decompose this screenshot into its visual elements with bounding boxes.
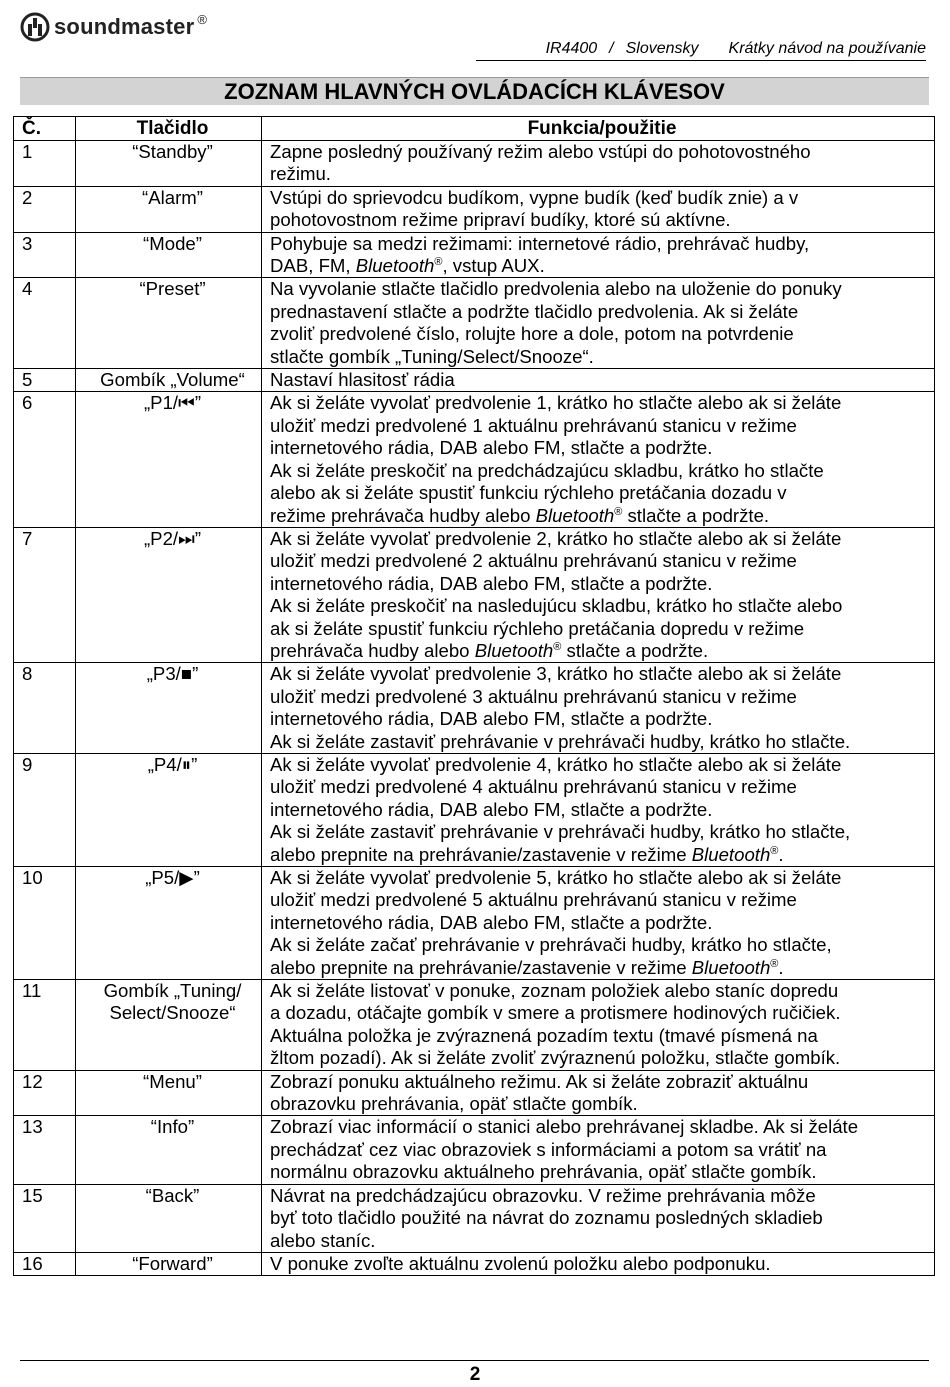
description-line [270, 573, 934, 595]
description-text: obrazovku prehrávania, opäť stlačte gombík. [270, 1093, 638, 1115]
description-text: Ak si želáte začať prehrávanie v prehrávači hudby, krátko ho stlačte, [270, 934, 832, 956]
description-line [270, 460, 934, 482]
description-text: alebo staníc. [270, 1229, 376, 1251]
table-row [14, 141, 935, 187]
description-line [270, 187, 934, 209]
row-number: 9 [14, 753, 76, 866]
description-text: DAB, FM, [270, 255, 356, 277]
description-tail: . [778, 956, 784, 978]
row-function-description [262, 1184, 935, 1252]
description-text: Ak si želáte vyvolať predvolenie 1, krátko ho stlačte alebo ak si želáte [270, 392, 842, 414]
description-text: uložiť medzi predvolené 5 aktuálnu prehrávanú stanicu v režime [270, 889, 797, 911]
row-function-description [262, 392, 935, 527]
button-name-line: “Alarm” [142, 186, 203, 208]
description-text: prehrávača hudby alebo [270, 639, 475, 661]
description-line [270, 1071, 934, 1093]
description-line [270, 1139, 934, 1161]
description-tail: . [778, 843, 784, 865]
description-line [270, 209, 934, 231]
button-name-line: “Preset” [139, 278, 206, 300]
description-text: stlačte gombík „Tuning/Select/Snooze“. [270, 345, 594, 367]
row-number: 13 [14, 1116, 76, 1184]
description-text: internetového rádia, DAB alebo FM, stlačte a podržte. [270, 911, 713, 933]
bluetooth-term: Bluetooth [691, 843, 771, 865]
row-button-name [76, 186, 262, 232]
table-row [14, 663, 935, 754]
brand-name: soundmaster [54, 14, 195, 39]
table-row [14, 369, 935, 392]
button-name-line: „P5/▶” [145, 867, 200, 888]
description-text: Zobrazí ponuku aktuálneho režimu. Ak si želáte zobraziť aktuálnu [270, 1070, 809, 1092]
description-text: Ak si želáte preskočiť na predchádzajúcu skladbu, krátko ho stlačte [270, 459, 824, 481]
button-name-line: Gombík „Tuning/ [103, 980, 242, 1002]
row-button-name [76, 753, 262, 866]
row-function-description [262, 278, 935, 369]
row-button-name [76, 141, 262, 187]
row-function-description [262, 663, 935, 754]
description-text: žltom pozadí). Ak si želáte zvoliť zvýraznenú položku, stlačte gombík. [270, 1047, 841, 1069]
description-line [270, 323, 934, 345]
registered-mark: ® [770, 957, 779, 970]
row-button-name [76, 980, 262, 1071]
description-text: Ak si želáte vyvolať predvolenie 2, krátko ho stlačte alebo ak si želáte [270, 527, 842, 549]
header-language: Slovensky [625, 40, 699, 57]
row-function-description [262, 232, 935, 278]
description-text: a dozadu, otáčajte gombík v smere a protismere hodinových ručičiek. [270, 1002, 841, 1024]
row-number: 4 [14, 278, 76, 369]
description-text: ak si želáte spustiť funkciu rýchleho pretáčania dopredu v režime [270, 617, 805, 639]
button-name-line: “Back” [145, 1184, 200, 1206]
description-line [270, 505, 934, 527]
description-text: režimu. [270, 163, 331, 185]
description-line [270, 889, 934, 911]
row-number: 10 [14, 867, 76, 980]
column-header-number: Č. [14, 117, 76, 141]
description-line [270, 640, 934, 662]
description-line [270, 392, 934, 414]
description-line [270, 776, 934, 798]
button-name-line: „P3/■” [146, 663, 199, 685]
footer-divider [20, 1360, 929, 1361]
row-number: 8 [14, 663, 76, 754]
description-line [270, 708, 934, 730]
description-line [270, 1253, 934, 1275]
header-model: IR4400 [545, 40, 598, 57]
description-line [270, 1002, 934, 1024]
button-name-line: “Menu” [143, 1070, 202, 1092]
description-text: uložiť medzi predvolené 1 aktuálnu prehrávanú stanicu v režime [270, 414, 797, 436]
description-line [270, 618, 934, 640]
bluetooth-term: Bluetooth [474, 639, 554, 661]
table-row [14, 1070, 935, 1116]
description-line [270, 346, 934, 368]
description-line [270, 1093, 934, 1115]
button-name-line: “Info” [150, 1116, 195, 1138]
button-name-line: „P1/⏮” [143, 392, 202, 414]
table-row [14, 392, 935, 527]
description-line [270, 1230, 934, 1252]
table-row [14, 278, 935, 369]
row-number: 16 [14, 1252, 76, 1275]
button-name-line: „P4/⏸” [147, 753, 198, 775]
description-line [270, 844, 934, 866]
table-row [14, 753, 935, 866]
row-number: 3 [14, 232, 76, 278]
row-number: 2 [14, 186, 76, 232]
header-separator: / [609, 40, 614, 57]
description-text: Ak si želáte zastaviť prehrávanie v prehrávači hudby, krátko ho stlačte, [270, 821, 851, 843]
description-line [270, 550, 934, 572]
row-function-description [262, 186, 935, 232]
description-text: Aktuálna položka je zvýraznená pozadím textu (tmavé písmená na [270, 1024, 818, 1046]
row-function-description [262, 141, 935, 187]
description-text: pohotovostnom režime pripraví budíky, ktoré sú aktívne. [270, 209, 731, 231]
row-button-name [76, 1184, 262, 1252]
description-text: Zapne posledný používaný režim alebo vstúpi do pohotovostného [270, 141, 811, 162]
bluetooth-term: Bluetooth [691, 956, 771, 978]
description-text: uložiť medzi predvolené 2 aktuálnu prehrávanú stanicu v režime [270, 550, 797, 572]
row-number: 15 [14, 1184, 76, 1252]
row-button-name [76, 867, 262, 980]
row-button-name [76, 232, 262, 278]
description-line [270, 799, 934, 821]
description-line [270, 1185, 934, 1207]
description-line [270, 141, 934, 163]
description-text: internetového rádia, DAB alebo FM, stlačte a podržte. [270, 572, 713, 594]
description-text: Zobrazí viac informácií o stanici alebo prehrávanej skladbe. Ak si želáte [270, 1116, 859, 1138]
row-number: 11 [14, 980, 76, 1071]
button-name-line: „P2/⏭” [143, 527, 202, 549]
description-text: alebo prepnite na prehrávanie/zastavenie v režime [270, 956, 692, 978]
description-tail: stlačte a podržte. [622, 504, 770, 526]
row-button-name [76, 1116, 262, 1184]
registered-mark: ® [770, 844, 779, 857]
description-line [270, 1207, 934, 1229]
description-line [270, 278, 934, 300]
row-number: 12 [14, 1070, 76, 1116]
row-button-name [76, 663, 262, 754]
description-line [270, 595, 934, 617]
description-line [270, 867, 934, 889]
description-text: uložiť medzi predvolené 3 aktuálnu prehrávanú stanicu v režime [270, 685, 797, 707]
description-text: prednastavení stlačte a podržte tlačidlo predvolenia. Ak si želáte [270, 300, 799, 322]
description-text: uložiť medzi predvolené 4 aktuálnu prehrávanú stanicu v režime [270, 776, 797, 798]
description-text: Ak si želáte vyvolať predvolenie 3, krátko ho stlačte alebo ak si želáte [270, 663, 842, 685]
soundmaster-logo-icon [20, 12, 50, 42]
table-header-row [14, 117, 935, 141]
document-header [476, 40, 926, 61]
description-line [270, 686, 934, 708]
description-line [270, 957, 934, 979]
description-line [270, 1161, 934, 1183]
controls-table [13, 116, 935, 1276]
description-text: Ak si želáte listovať v ponuke, zoznam položiek alebo staníc dopredu [270, 980, 839, 1002]
row-function-description [262, 369, 935, 392]
description-line [270, 731, 934, 753]
row-button-name [76, 392, 262, 527]
description-line [270, 1047, 934, 1069]
description-text: internetového rádia, DAB alebo FM, stlačte a podržte. [270, 437, 713, 459]
description-text: byť toto tlačidlo použité na návrat do zoznamu posledných skladieb [270, 1207, 823, 1229]
description-text: internetového rádia, DAB alebo FM, stlačte a podržte. [270, 708, 713, 730]
row-function-description [262, 1252, 935, 1275]
table-row [14, 1252, 935, 1275]
button-name-line: Gombík „Volume“ [100, 369, 245, 391]
row-function-description [262, 1116, 935, 1184]
table-row [14, 232, 935, 278]
registered-mark: ® [434, 256, 443, 269]
button-name-line: Select/Snooze“ [109, 1002, 236, 1024]
row-button-name [76, 1252, 262, 1275]
table-row [14, 867, 935, 980]
description-text: Ak si želáte preskočiť na nasledujúcu skladbu, krátko ho stlačte alebo [270, 595, 843, 617]
description-line [270, 233, 934, 255]
bluetooth-term: Bluetooth [535, 504, 615, 526]
description-line [270, 663, 934, 685]
description-tail: stlačte a podržte. [561, 639, 709, 661]
table-row [14, 980, 935, 1071]
description-line [270, 754, 934, 776]
description-tail: , vstup AUX. [442, 255, 545, 277]
bluetooth-term: Bluetooth [355, 255, 435, 277]
description-line [270, 369, 934, 391]
description-text: internetového rádia, DAB alebo FM, stlačte a podržte. [270, 798, 713, 820]
row-function-description [262, 1070, 935, 1116]
description-text: Ak si želáte vyvolať predvolenie 4, krátko ho stlačte alebo ak si želáte [270, 753, 842, 775]
button-name-line: “Standby” [132, 141, 213, 162]
description-text: Ak si želáte zastaviť prehrávanie v prehrávači hudby, krátko ho stlačte. [270, 730, 851, 752]
description-line [270, 912, 934, 934]
description-text: Ak si želáte vyvolať predvolenie 5, krátko ho stlačte alebo ak si želáte [270, 867, 842, 888]
row-function-description [262, 753, 935, 866]
description-line [270, 821, 934, 843]
description-line [270, 255, 934, 277]
brand-registered-mark: ® [197, 12, 207, 27]
row-button-name [76, 278, 262, 369]
page-title: ZOZNAM HLAVNÝCH OVLÁDACÍCH KLÁVESOV [20, 77, 929, 105]
description-text: Pohybuje sa medzi režimami: internetové rádio, prehrávač hudby, [270, 232, 810, 254]
description-text: Vstúpi do sprievodcu budíkom, vypne budík (keď budík znie) a v [270, 186, 799, 208]
description-text: Na vyvolanie stlačte tlačidlo predvolenia alebo na uloženie do ponuky [270, 278, 842, 300]
table-row [14, 527, 935, 662]
row-button-name [76, 1070, 262, 1116]
row-number: 6 [14, 392, 76, 527]
description-line [270, 1025, 934, 1047]
description-text: prechádzať cez viac obrazoviek s informáciami a potom sa vrátiť na [270, 1138, 827, 1160]
page-number: 2 [469, 1364, 481, 1385]
description-text: režime prehrávača hudby alebo [270, 504, 536, 526]
description-line [270, 301, 934, 323]
header-doc-type: Krátky návod na používanie [728, 40, 926, 57]
row-function-description [262, 527, 935, 662]
description-line [270, 415, 934, 437]
description-line [270, 482, 934, 504]
row-number: 5 [14, 369, 76, 392]
description-text: V ponuke zvoľte aktuálnu zvolenú položku alebo podponuku. [270, 1252, 771, 1274]
row-function-description [262, 867, 935, 980]
description-line [270, 980, 934, 1002]
header-spacer [711, 40, 717, 58]
table-body [14, 141, 935, 1276]
row-button-name [76, 369, 262, 392]
button-name-line: “Mode” [143, 232, 202, 254]
description-text: Nastaví hlasitosť rádia [270, 369, 455, 391]
button-name-line: “Forward” [132, 1252, 213, 1274]
description-line [270, 528, 934, 550]
description-line [270, 437, 934, 459]
column-header-button: Tlačidlo [76, 117, 262, 141]
description-text: alebo prepnite na prehrávanie/zastavenie v režime [270, 843, 692, 865]
description-text: Návrat na predchádzajúcu obrazovku. V režime prehrávania môže [270, 1184, 816, 1206]
description-text: normálnu obrazovku aktuálneho prehrávania, opäť stlačte gombík. [270, 1161, 817, 1183]
description-line [270, 1116, 934, 1138]
registered-mark: ® [614, 505, 623, 518]
description-text: alebo ak si želáte spustiť funkciu rýchleho pretáčania dozadu v [270, 482, 787, 504]
row-function-description [262, 980, 935, 1071]
description-line [270, 163, 934, 185]
description-text: zvoliť predvolené číslo, rolujte hore a dole, potom na potvrdenie [270, 323, 794, 345]
column-header-function: Funkcia/použitie [262, 117, 935, 141]
table-row [14, 1116, 935, 1184]
table-row [14, 186, 935, 232]
row-button-name [76, 527, 262, 662]
brand-logo [20, 10, 207, 44]
registered-mark: ® [553, 640, 562, 653]
row-number: 7 [14, 527, 76, 662]
table-row [14, 1184, 935, 1252]
row-number: 1 [14, 141, 76, 187]
description-line [270, 934, 934, 956]
